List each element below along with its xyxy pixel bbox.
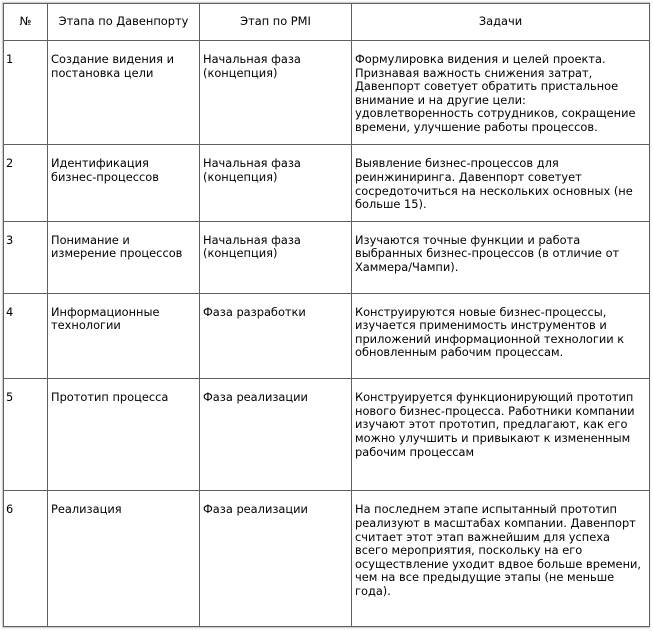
stages-table-container [2, 2, 650, 628]
row-number: 3 [4, 221, 48, 293]
tasks-cell: На последнем этапе испытанный прототип реализуют в масштабах компании. Давенпорт считает этот этап важнейшим для успеха всего мероприятия, поскольку на его осуществление уходит вдвое больше времени, чем на все предыдущие этапы (не меньше года). [352, 491, 650, 627]
row-number: 4 [4, 293, 48, 379]
table-row [4, 145, 650, 221]
table-row [4, 293, 650, 379]
header-row [4, 4, 650, 41]
row-number: 2 [4, 145, 48, 221]
tasks-cell: Формулировка видения и целей проекта. Признавая важность снижения затрат, Давенпорт советует обратить пристальное внимание и на другие цели: удовлетворенность сотрудников, сокращение времени, улучшение работы процессов. [352, 41, 650, 145]
pmi-stage-cell: Начальная фаза (концепция) [200, 145, 352, 221]
davenport-stage-cell: Информационные технологии [48, 293, 200, 379]
header-pmi-stage: Этап по PMI [200, 4, 352, 41]
pmi-stage-cell: Фаза разработки [200, 293, 352, 379]
pmi-stage-cell: Фаза реализации [200, 491, 352, 627]
davenport-stage-cell: Реализация [48, 491, 200, 627]
pmi-stage-cell: Начальная фаза (концепция) [200, 41, 352, 145]
tasks-cell: Изучаются точные функции и работа выбранных бизнес-процессов (в отличие от Хаммера/Чампи). [352, 221, 650, 293]
tasks-cell: Конструируется функционирующий прототип нового бизнес-процесса. Работники компании изучают этот прототип, предлагают, как его можно улучшить и привыкают к измененным рабочим процессам [352, 379, 650, 491]
table-row [4, 491, 650, 627]
table-row [4, 221, 650, 293]
tasks-cell: Конструируются новые бизнес-процессы, изучается применимость инструментов и приложений информационной технологии к обновленным рабочим процессам. [352, 293, 650, 379]
davenport-stage-cell: Понимание и измерение процессов [48, 221, 200, 293]
table-row [4, 41, 650, 145]
row-number: 1 [4, 41, 48, 145]
stages-table [3, 3, 650, 627]
row-number: 5 [4, 379, 48, 491]
header-tasks: Задачи [352, 4, 650, 41]
table-header [4, 4, 650, 41]
row-number: 6 [4, 491, 48, 627]
pmi-stage-cell: Начальная фаза (концепция) [200, 221, 352, 293]
table-row [4, 379, 650, 491]
davenport-stage-cell: Идентификация бизнес-процессов [48, 145, 200, 221]
header-number: № [4, 4, 48, 41]
davenport-stage-cell: Создание видения и постановка цели [48, 41, 200, 145]
table-body [4, 41, 650, 627]
pmi-stage-cell: Фаза реализации [200, 379, 352, 491]
davenport-stage-cell: Прототип процесса [48, 379, 200, 491]
header-davenport-stage: Этапа по Давенпорту [48, 4, 200, 41]
tasks-cell: Выявление бизнес-процессов для реинжиниринга. Давенпорт советует сосредоточиться на нескольких основных (не больше 15). [352, 145, 650, 221]
